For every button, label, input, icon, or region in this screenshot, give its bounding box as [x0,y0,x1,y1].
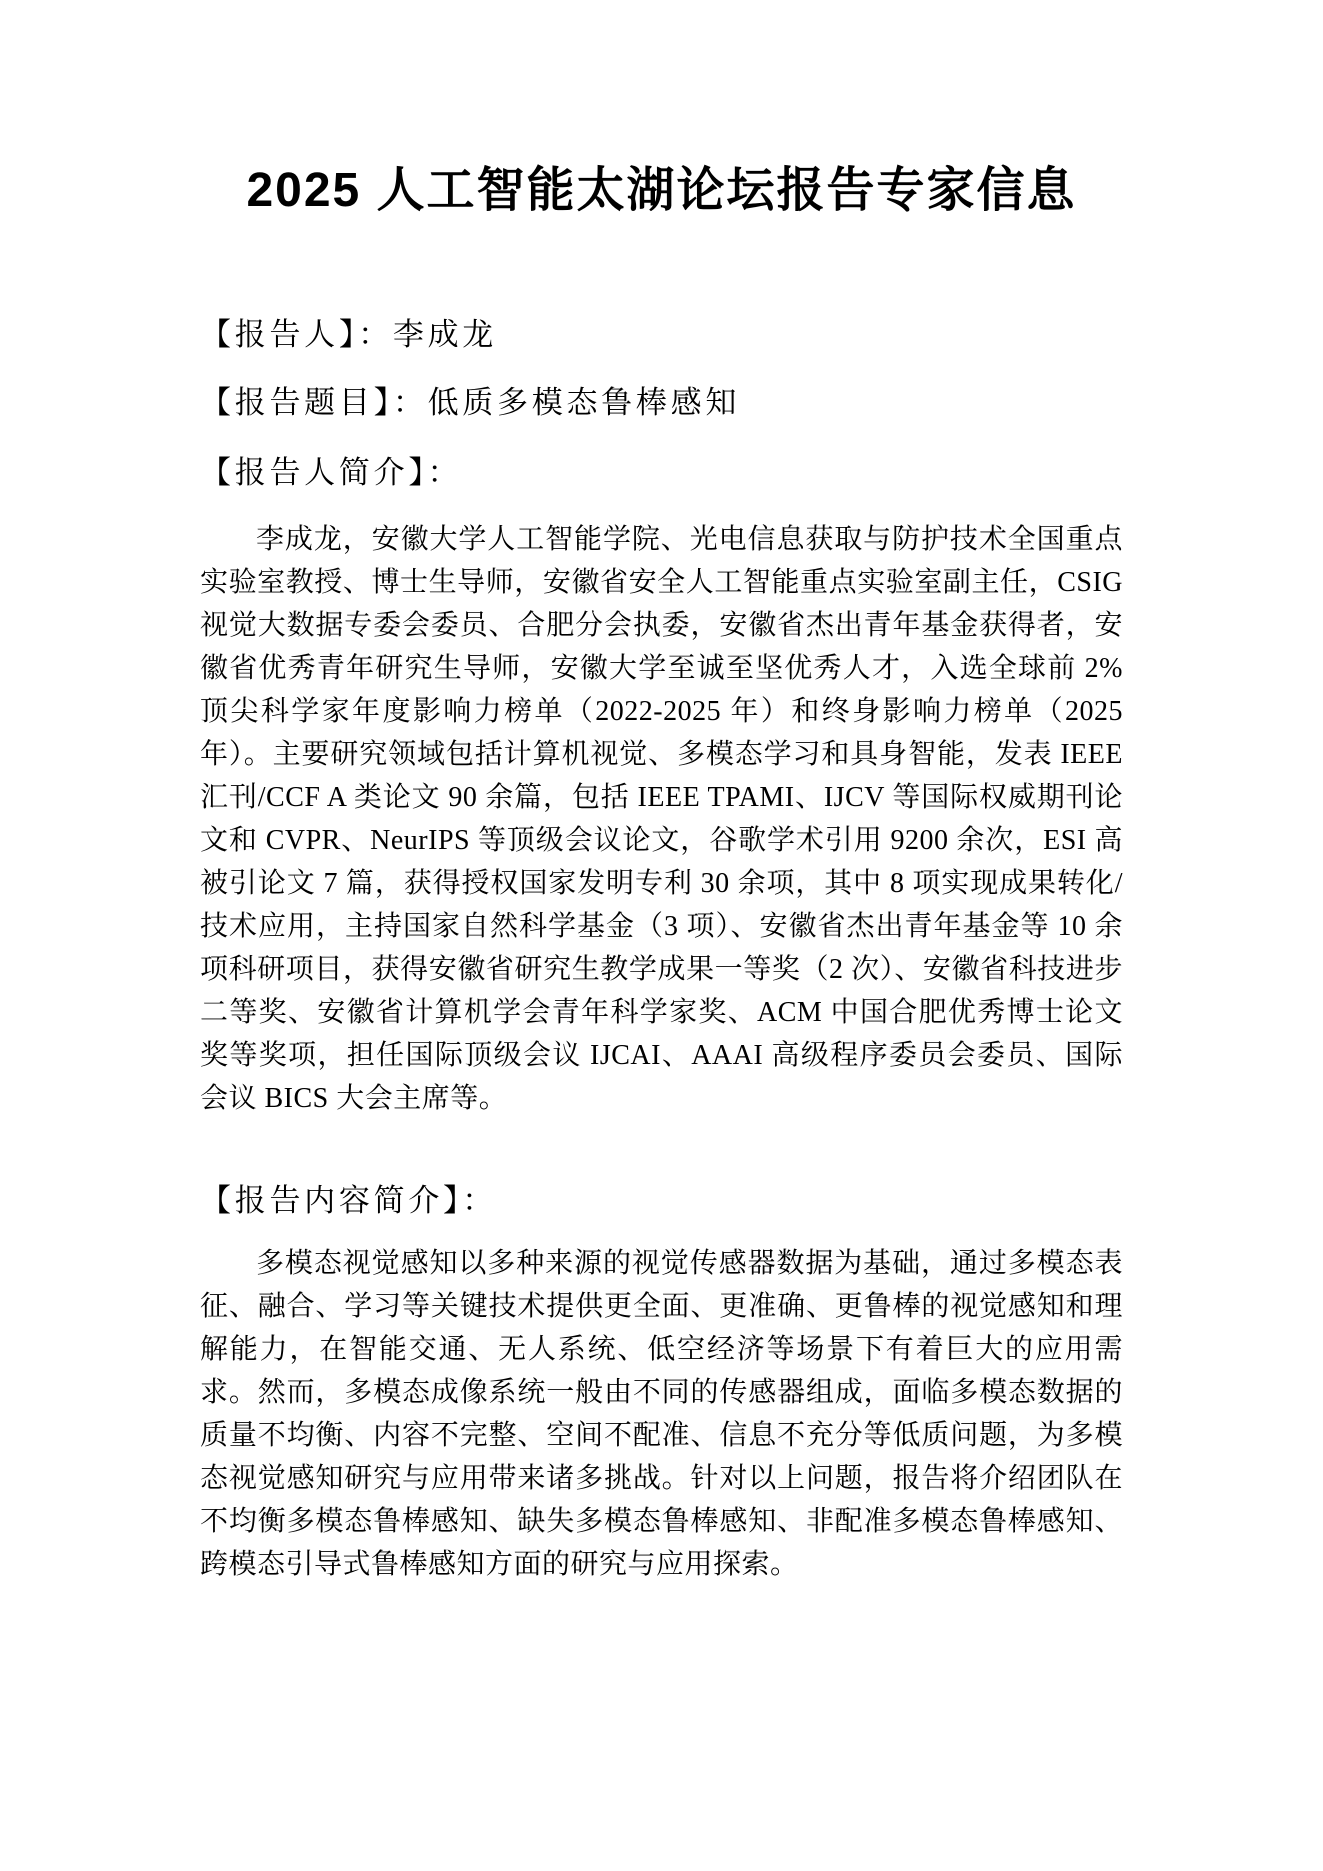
bio-section-heading: 【报告人简介】： [200,455,463,490]
topic-label: 【报告题目】 [200,385,393,420]
speaker-name: 李成龙 [392,317,498,352]
document-title: 2025 人工智能太湖论坛报告专家信息 [246,164,1077,217]
speaker-label: 【报告人】 [200,317,359,352]
topic-colon: ： [392,385,428,420]
bio-paragraph: 李成龙，安徽大学人工智能学院、光电信息获取与防护技术全国重点实验室教授、博士生导师，安徽省安全人工智能重点实验室副主任，CSIG 视觉大数据专委会委员、合肥分会执委，安徽省杰出青年基金获得者，安徽省优秀青年研究生导师，安徽大学至诚至坚优秀人才，入选全球前 2%顶尖科学家年度影响力榜单（2022-2025 年）和终身影响力榜单（2025 年）。主要研究领域包括计算机视觉、多模态学习和具身智能，发表 IEEE 汇刊/CCF A 类论文 90 余篇，包括 IEEE TPAMI、IJCV 等国际权威期刊论文和 CVPR、NeurIPS 等顶级会议论文，谷歌学术引用 9200 余次，ESI 高被引论文 7 篇，获得授权国家发明专利 30 余项，其中 8 项实现成果转化/技术应用，主持国家自然科学基金（3 项）、安徽省杰出青年基金等 10 余项科研项目，获得安徽省研究生教学成果一等奖（2 次）、安徽省科技进步二等奖、安徽省计算机学会青年科学家奖、ACM 中国合肥优秀博士论文奖等奖项，担任国际顶级会议 IJCAI、AAAI 高级程序委员会委员、国际会议 BICS 大会主席等。 [200,524,1123,1114]
speaker-field [200,312,1123,358]
topic-title: 低质多模态鲁棒感知 [427,385,741,420]
abstract-paragraph: 多模态视觉感知以多种来源的视觉传感器数据为基础，通过多模态表征、融合、学习等关键技术提供更全面、更准确、更鲁棒的视觉感知和理解能力，在智能交通、无人系统、低空经济等场景下有着巨大的应用需求。然而，多模态成像系统一般由不同的传感器组成，面临多模态数据的质量不均衡、内容不完整、空间不配准、信息不充分等低质问题，为多模态视觉感知研究与应用带来诸多挑战。针对以上问题，报告将介绍团队在不均衡多模态鲁棒感知、缺失多模态鲁棒感知、非配准多模态鲁棒感知、跨模态引导式鲁棒感知方面的研究与应用探索。 [200,1248,1123,1580]
topic-field [200,380,1123,426]
speaker-colon: ： [358,317,393,352]
abstract-section-heading: 【报告内容简介】： [200,1183,497,1218]
